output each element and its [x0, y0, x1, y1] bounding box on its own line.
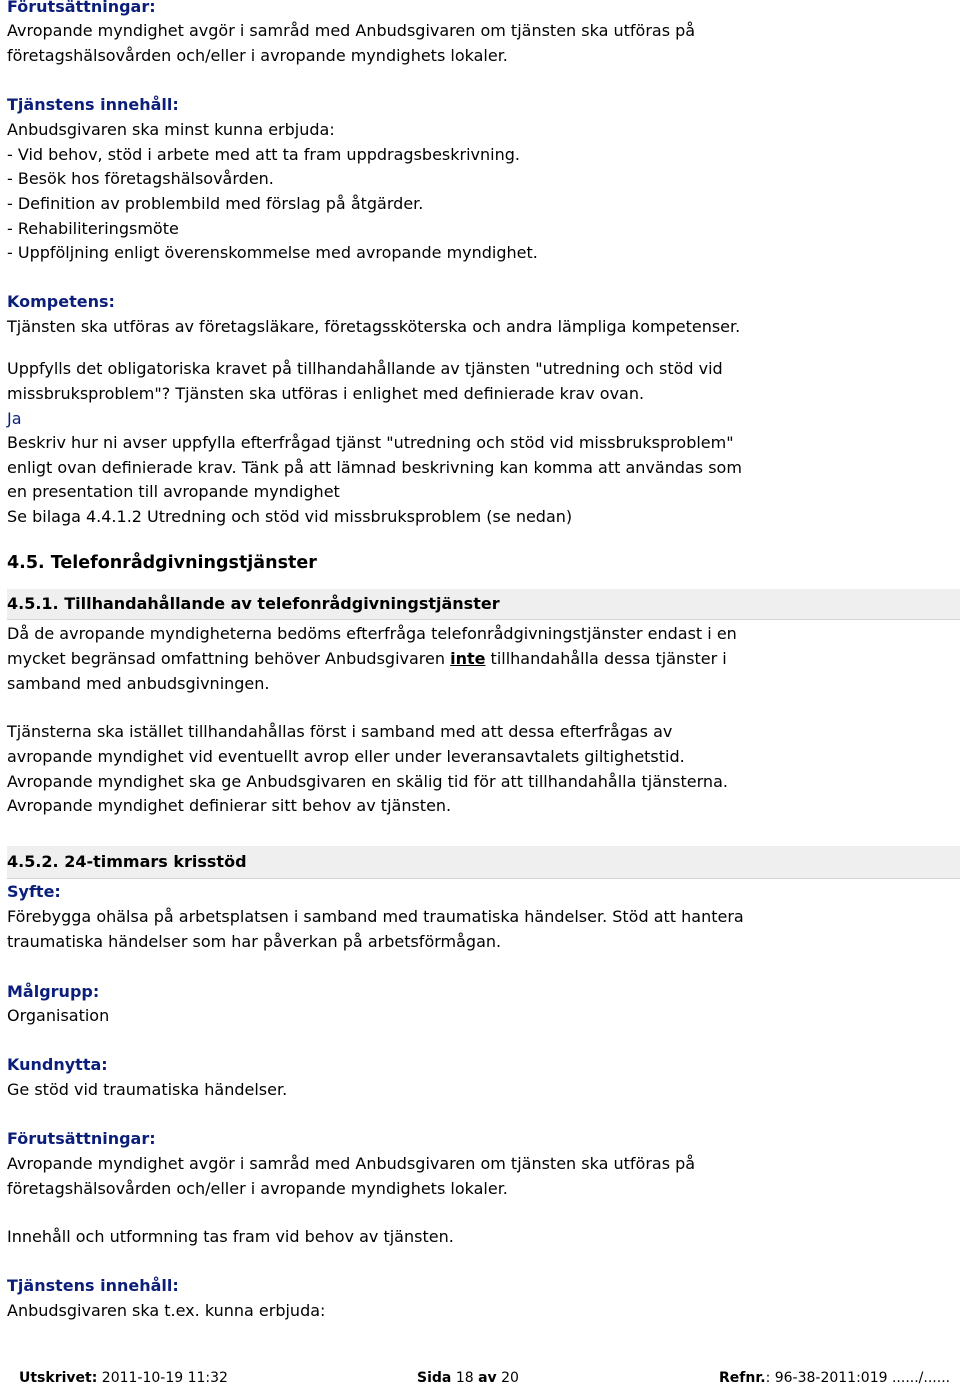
text-line: Förebygga ohälsa på arbetsplatsen i samband med traumatiska händelser. Stöd att hantera	[7, 907, 744, 926]
heading-syfte: Syfte:	[7, 882, 61, 901]
text-line: Avropande myndighet ska ge Anbudsgivaren en skälig tid för att tillhandahålla tjänsterna.	[7, 772, 728, 791]
list-item: - Vid behov, stöd i arbete med att ta fram uppdragsbeskrivning.	[7, 145, 520, 164]
text-line: Innehåll och utformning tas fram vid behov av tjänsten.	[7, 1227, 454, 1246]
text-line: Beskriv hur ni avser uppfylla efterfrågad tjänst "utredning och stöd vid missbruksproblem"	[7, 433, 734, 452]
footer-page-num: 18	[455, 1370, 474, 1386]
text-segment: tillhandahålla dessa tjänster i	[485, 649, 727, 668]
text-line: Tjänsten ska utföras av företagsläkare, företagssköterska och andra lämpliga kompetenser.	[7, 317, 741, 336]
text-line: Organisation	[7, 1006, 110, 1025]
emphasis-inte: inte	[450, 649, 486, 668]
footer-printed	[19, 1369, 228, 1387]
text-line: enligt ovan definierade krav. Tänk på att lämnad beskrivning kan komma att användas som	[7, 458, 742, 477]
text-line: Avropande myndighet avgör i samråd med Anbudsgivaren om tjänsten ska utföras på	[7, 1154, 696, 1173]
text-line: en presentation till avropande myndighet	[7, 482, 340, 501]
section-heading-4-5-1: 4.5.1. Tillhandahållande av telefonrådgivningstjänster	[7, 594, 500, 613]
text-line	[7, 649, 727, 669]
text-line: Avropande myndighet avgör i samråd med Anbudsgivaren om tjänsten ska utföras på	[7, 21, 696, 40]
section-heading-4-5: 4.5. Telefonrådgivningstjänster	[7, 553, 317, 573]
heading-kompetens: Kompetens:	[7, 292, 115, 311]
text-line: Avropande myndighet definierar sitt behov av tjänsten.	[7, 796, 452, 815]
heading-malgrupp: Målgrupp:	[7, 982, 100, 1001]
list-item: - Definition av problembild med förslag på åtgärder.	[7, 194, 424, 213]
footer-ref-value: : 96-38-2011:019 ....../......	[765, 1370, 951, 1386]
list-item: - Rehabiliteringsmöte	[7, 219, 179, 238]
footer-page-total: 20	[501, 1370, 519, 1386]
footer-reference	[719, 1369, 950, 1387]
text-line: företagshälsovården och/eller i avropande myndighets lokaler.	[7, 46, 508, 65]
section-heading-4-5-2: 4.5.2. 24-timmars krisstöd	[7, 852, 247, 871]
heading-tjanstens-innehall: Tjänstens innehåll:	[7, 95, 179, 114]
heading-tjanstens-innehall-2: Tjänstens innehåll:	[7, 1276, 179, 1295]
answer-ja: Ja	[7, 409, 22, 428]
text-line: Då de avropande myndigheterna bedöms efterfråga telefonrådgivningstjänster endast i en	[7, 624, 737, 643]
text-line: företagshälsovården och/eller i avropande myndighets lokaler.	[7, 1179, 508, 1198]
heading-forutsattningar-2: Förutsättningar:	[7, 1129, 156, 1148]
attachment-reference: Se bilaga 4.4.1.2 Utredning och stöd vid missbruksproblem (se nedan)	[7, 507, 573, 526]
footer-page-of: av	[478, 1370, 497, 1386]
text-line: avropande myndighet vid eventuellt avrop eller under leveransavtalets giltighetstid.	[7, 747, 685, 766]
text-segment: mycket begränsad omfattning behöver Anbudsgivaren	[7, 649, 451, 668]
list-item: - Besök hos företagshälsovården.	[7, 169, 274, 188]
heading-forutsattningar: Förutsättningar:	[7, 0, 156, 16]
text-line: Tjänsterna ska istället tillhandahållas först i samband med att dessa efterfrågas av	[7, 722, 673, 741]
text-line: Anbudsgivaren ska t.ex. kunna erbjuda:	[7, 1301, 326, 1320]
heading-kundnytta: Kundnytta:	[7, 1055, 108, 1074]
text-line: Ge stöd vid traumatiska händelser.	[7, 1080, 288, 1099]
footer-printed-value: 2011-10-19 11:32	[101, 1370, 228, 1386]
text-line: samband med anbudsgivningen.	[7, 674, 270, 693]
footer-printed-label: Utskrivet:	[19, 1370, 98, 1386]
footer-ref-label: Refnr.	[719, 1370, 766, 1386]
footer-page-number	[417, 1369, 519, 1387]
question-line: missbruksproblem"? Tjänsten ska utföras i enlighet med definierade krav ovan.	[7, 384, 645, 403]
list-item: - Uppföljning enligt överenskommelse med avropande myndighet.	[7, 243, 538, 262]
text-line: traumatiska händelser som har påverkan på arbetsförmågan.	[7, 932, 502, 951]
text-line: Anbudsgivaren ska minst kunna erbjuda:	[7, 120, 335, 139]
question-line: Uppfylls det obligatoriska kravet på tillhandahållande av tjänsten "utredning och stöd vid	[7, 359, 723, 378]
footer-page-label: Sida	[417, 1370, 452, 1386]
